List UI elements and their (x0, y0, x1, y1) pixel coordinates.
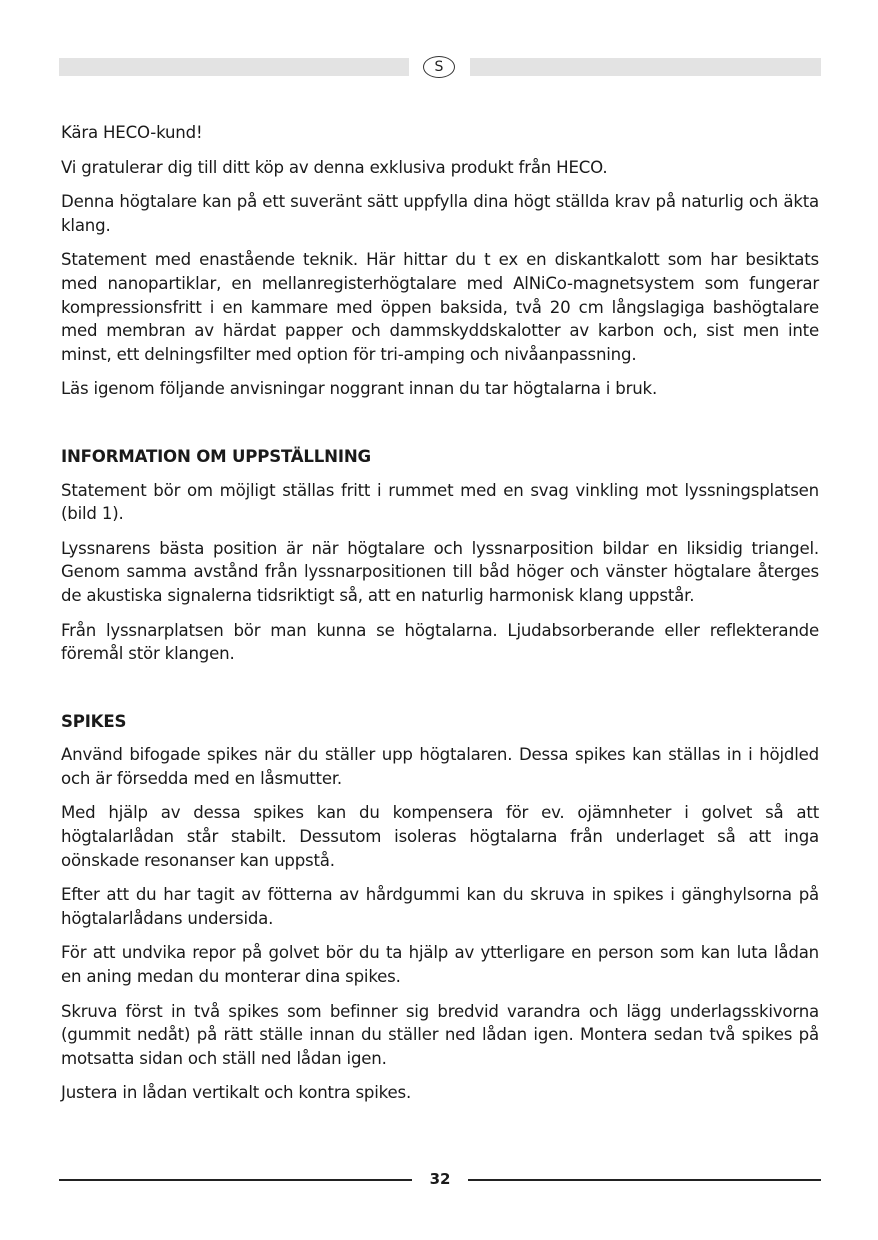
section-heading-spikes: SPIKES (61, 711, 127, 731)
spikes-paragraph: För att undvika repor på golvet bör du ta hjälp av ytterligare en person som kan luta lådan en aning medan du monterar dina spikes. (61, 943, 819, 987)
footer-rule-right (468, 1179, 821, 1181)
intro-congratulation: Vi gratulerar dig till ditt köp av denna exklusiva produkt från HECO. (61, 157, 608, 177)
spikes-paragraph: Justera in lådan vertikalt och kontra spikes. (61, 1083, 412, 1103)
placement-paragraph: Statement bör om möjligt ställas fritt i rummet med en svag vinkling mot lyssningsplatsen (bild 1). (61, 480, 819, 524)
language-badge: S (423, 56, 455, 78)
header-rule-right (470, 58, 821, 76)
document-body (61, 121, 819, 1116)
spikes-paragraph: Efter att du har tagit av fötterna av hårdgummi kan du skruva in spikes i gänghylsorna på högtalarlådans undersida. (61, 885, 819, 928)
intro-paragraph: Statement med enastående teknik. Här hittar du t ex en diskantkalott som har besiktats med nanopartiklar, en mellanregisterhögtalare med AlNiCo-magnetsystem som fungerar kompressionsfritt i en kammare med öppen baksida, två 20 cm långslagiga bashögtalare med membran av härdat papper och dammskyddskalotter av karbon och, sist men inte minst, ett delningsfilter med option för tri-amping och nivåanpassning. (61, 250, 819, 364)
page-number: 32 (429, 1170, 451, 1188)
spikes-paragraph: Med hjälp av dessa spikes kan du kompensera för ev. ojämnheter i golvet så att högtalarlådan står stabilt. Dessutom isoleras högtalarna från underlaget så att inga oönskade resonanser kan uppstå. (61, 803, 819, 870)
footer-rule-left (59, 1179, 412, 1181)
spikes-paragraph: Skruva först in två spikes som befinner sig bredvid varandra och lägg underlagsskivorna (gummit nedåt) på rätt ställe innan du ställer ned lådan igen. Montera sedan två spikes på motsatta sidan och ställ ned lådan igen. (61, 1001, 819, 1068)
intro-paragraph: Läs igenom följande anvisningar noggrant innan du tar högtalarna i bruk. (61, 379, 658, 399)
intro-paragraph: Denna högtalare kan på ett suveränt sätt uppfylla dina högt ställda krav på naturlig och äkta klang. (61, 192, 819, 235)
header-rule-left (59, 58, 409, 76)
intro-greeting: Kära HECO-kund! (61, 123, 203, 142)
section-heading-placement: INFORMATION OM UPPSTÄLLNING (61, 446, 371, 466)
placement-paragraph: Från lyssnarplatsen bör man kunna se högtalarna. Ljudabsorberande eller reflekterande föremål stör klangen. (61, 620, 819, 664)
placement-paragraph: Lyssnarens bästa position är när högtalare och lyssnarposition bildar en liksidig triangel. Genom samma avstånd från lyssnarpositionen till båd höger och vänster högtalare återges de akustiska signalerna tidsriktigt så, att en naturlig harmonisk klang uppstår. (61, 538, 819, 605)
spikes-paragraph: Använd bifogade spikes när du ställer upp högtalaren. Dessa spikes kan ställas in i höjdled och är försedda med en låsmutter. (61, 745, 819, 788)
